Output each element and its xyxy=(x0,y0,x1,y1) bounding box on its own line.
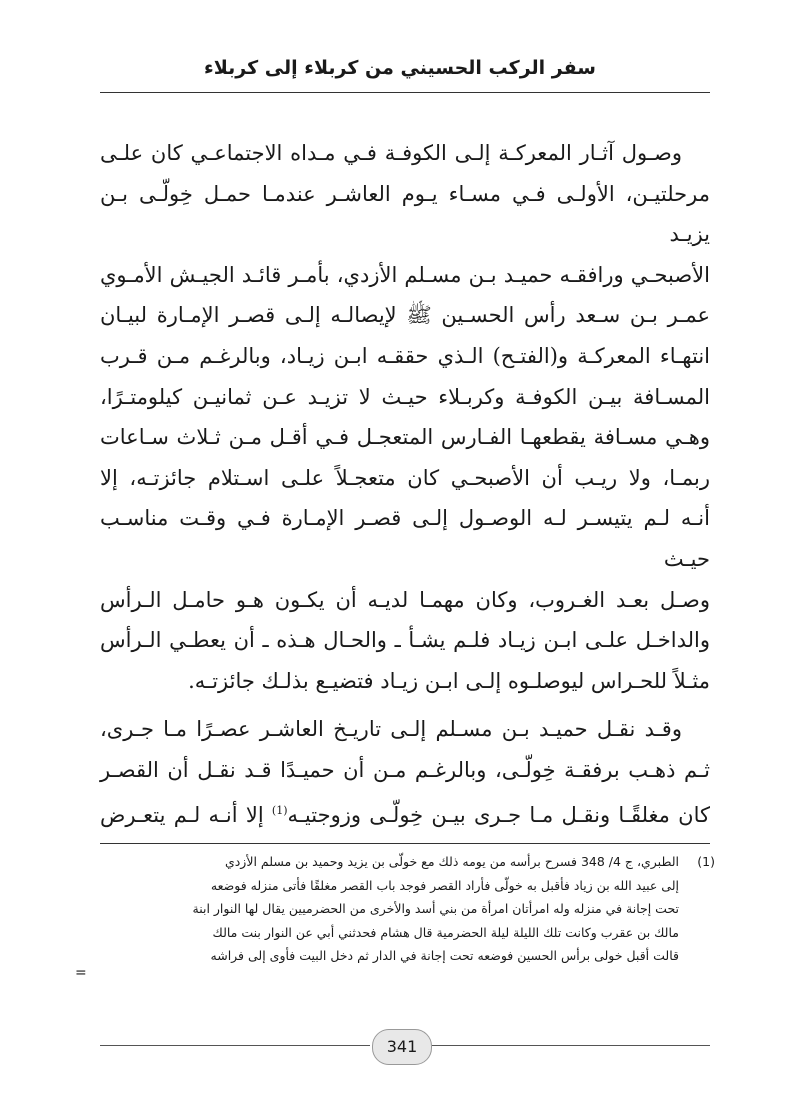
text-line: ربمـا، ولا ريـب أن الأصبحـي كان متعجـلاً علـى اسـتلام جائزتـه، إلا xyxy=(100,465,710,490)
text-line: وصـول آثـار المعركـة إلـى الكوفـة فـي مـداه الاجتماعـي كان علـى xyxy=(100,141,682,165)
text-line: ثـم ذهـب برفقـة خِولّـى، وبالرغـم مـن أن حميـدًا قـد نقـل أن القصـر xyxy=(100,757,710,782)
footer-rule-right xyxy=(432,1045,710,1046)
main-text xyxy=(100,133,710,835)
text-segment: كان مغلقًـا ونقـل مـا جـرى بيـن خِولّـى وزوجتيـه xyxy=(287,802,710,827)
text-line: انتهـاء المعركـة و(الفتـح) الـذي حققـه ابـن زيـاد، وبالرغـم مـن قـرب xyxy=(100,343,710,368)
footnote-row xyxy=(95,850,715,968)
footer-rule-left xyxy=(100,1045,370,1046)
footnote-line: الطبري، ج 4/ 348 فسرح برأسه من يومه ذلك مع خولّى بن يزيد وحميد بن مسلم الأزدي xyxy=(224,854,679,869)
text-line: وهـي مسـافة يقطعهـا الفـارس المتعجـل فـي أقـل مـن ثـلاث سـاعات xyxy=(100,425,710,450)
paragraph-2 xyxy=(100,709,710,835)
footnote-reference[interactable]: (1) xyxy=(271,803,288,817)
footnote-body xyxy=(95,850,679,968)
text-line: وقـد نقـل حميـد بـن مسـلم إلـى تاريـخ العاشـر عصـرًا مـا جـرى، xyxy=(100,717,682,742)
page-number: 341 xyxy=(372,1029,432,1065)
paragraph-1 xyxy=(100,133,710,701)
footnote-line: إلى عبيد الله بن زياد فأقبل به خولّى فأراد القصر فوجد باب القصر مغلقًا فأتى منزله فوضعه xyxy=(210,877,679,893)
text-line: مرحلتيـن، الأولـى فـي مسـاء يـوم العاشـر عندمـا حمـل خِولّـى بـن يزيـد xyxy=(100,181,710,247)
footnote-divider xyxy=(100,843,710,844)
text-line: مثـلاً للحـراس ليوصلـوه إلـى ابـن زيـاد فتضيـع بذلـك جائزتـه. xyxy=(188,668,710,693)
footnote xyxy=(95,850,715,968)
text-line: والداخـل علـى ابـن زيـاد فلـم يشـأ ـ والحـال هـذه ـ أن يعطـي الـرأس xyxy=(100,628,710,653)
footnote-marker: (1) xyxy=(697,854,715,869)
running-header-title: سفر الركب الحسيني من كربلاء إلى كربلاء xyxy=(204,57,596,79)
text-line: أنـه لـم يتيسـر لـه الوصـول إلـى قصـر الإمـارة فـي وقـت مناسـب حيـث xyxy=(100,506,710,571)
text-segment: إلا أنـه لـم يتعـرض xyxy=(100,802,264,827)
header-divider xyxy=(100,92,710,93)
text-line: الأصبحـي ورافقـه حميـد بـن مسـلم الأزدي، بأمـر قائـد الجيـش الأمـوي xyxy=(100,262,710,287)
footnote-continuation-mark: = xyxy=(75,965,87,981)
footnote-line: قالت أقبل خولى برأس الحسين فوضعه تحت إجانة في الدار ثم دخل البيت فأوى إلى فراشه xyxy=(210,948,679,963)
text-line-with-footnote xyxy=(100,791,710,836)
text-line: المسـافة بيـن الكوفـة وكربـلاء حيـث لا تزيـد عـن ثمانيـن كيلومتـرًا، xyxy=(100,384,710,409)
footnote-line: تحت إجانة في منزله وله امرأتان امرأة من بني أسد والأخرى من الحضرميين يقال لها النوار ابنة xyxy=(192,901,679,916)
text-line: وصـل بعـد الغـروب، وكان مهمـا لديـه أن يكـون هـو حامـل الـرأس xyxy=(100,587,710,612)
footnote-line: مالك بن عقرب وكانت تلك الليلة ليلة الحضرمية قال هشام فحدثني أبي عن النوار بنت مالك xyxy=(212,924,679,940)
text-line: عمـر بـن سـعد رأس الحسـين ﷺ لإيصالـه إلـى قصـر الإمـارة لبيـان xyxy=(100,303,710,328)
